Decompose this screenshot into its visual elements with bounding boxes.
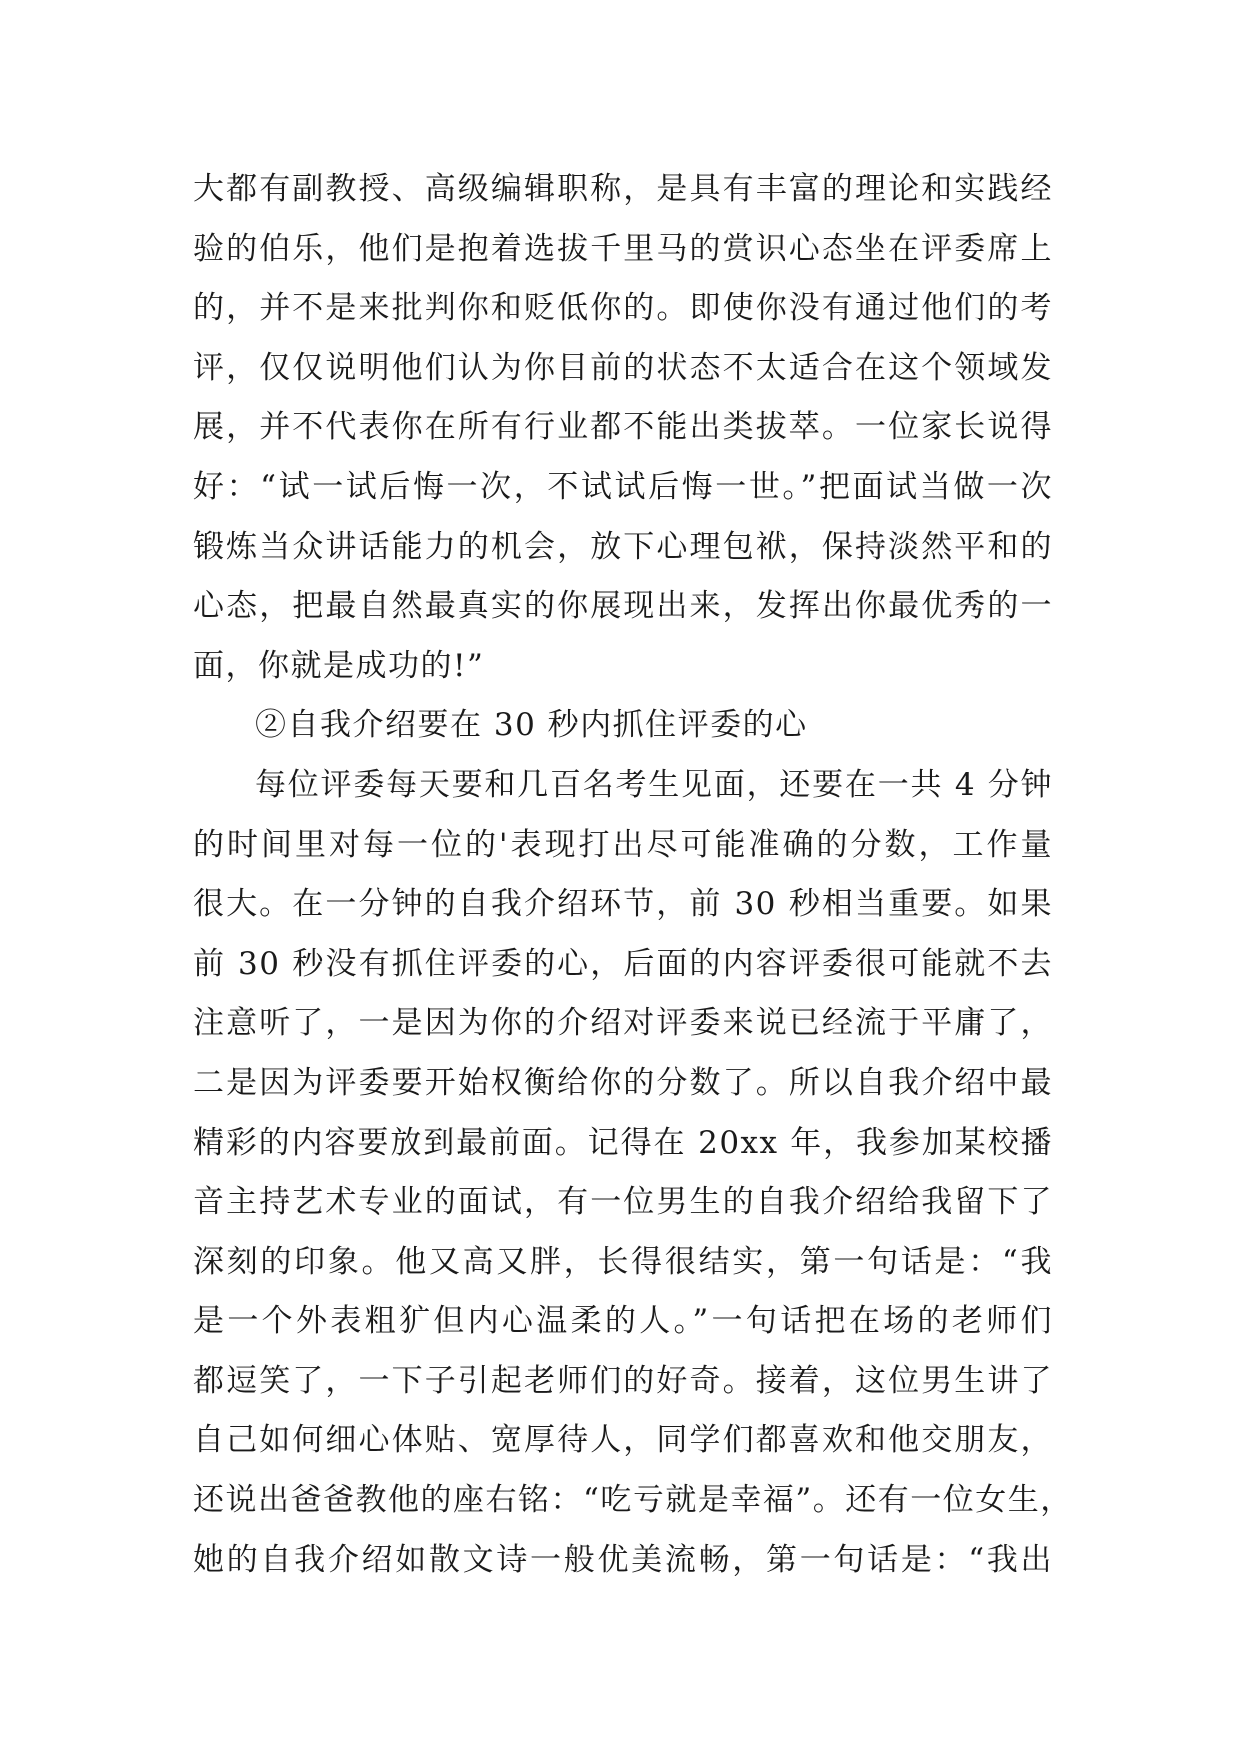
text-line: 都逗笑了，一下子引起老师们的好奇。接着，这位男生讲了 [193,1362,1053,1399]
text-line: 心态，把最自然最真实的你展现出来，发挥出你最优秀的一 [193,588,1053,625]
text-line: 注意听了，一是因为你的介绍对评委来说已经流于平庸了， [193,1005,1053,1042]
text-line: 精彩的内容要放到最前面。记得在 20xx 年，我参加某校播 [193,1124,1053,1161]
text-line: 她的自我介绍如散文诗一般优美流畅，第一句话是：“我出 [193,1541,1053,1578]
text-line: 锻炼当众讲话能力的机会，放下心理包袱，保持淡然平和的 [193,528,1053,565]
text-line: 展，并不代表你在所有行业都不能出类拔萃。一位家长说得 [193,409,1053,446]
text-line: 音主持艺术专业的面试，有一位男生的自我介绍给我留下了 [193,1184,1053,1221]
text-line: 面，你就是成功的!” [193,647,485,684]
text-line: 是一个外表粗犷但内心温柔的人。”一句话把在场的老师们 [193,1303,1053,1340]
text-line: 的时间里对每一位的'表现打出尽可能准确的分数，工作量 [193,826,1053,863]
text-line: 还说出爸爸教他的座右铭：“吃亏就是幸福”。还有一位女生， [193,1482,1073,1519]
section-heading: ②自我介绍要在 30 秒内抓住评委的心 [255,707,808,744]
text-line: 好：“试一试后悔一次，不试试后悔一世。”把面试当做一次 [193,468,1053,505]
text-line: 很大。在一分钟的自我介绍环节，前 30 秒相当重要。如果 [193,886,1053,923]
body-text [193,160,1073,1590]
text-line: 深刻的印象。他又高又胖，长得很结实，第一句话是：“我 [193,1243,1053,1280]
text-line: 验的伯乐，他们是抱着选拔千里马的赏识心态坐在评委席上 [193,230,1053,267]
text-line: 评，仅仅说明他们认为你目前的状态不太适合在这个领域发 [193,349,1053,386]
text-line: 前 30 秒没有抓住评委的心，后面的内容评委很可能就不去 [193,945,1053,982]
text-line: 大都有副教授、高级编辑职称，是具有丰富的理论和实践经 [193,171,1053,207]
text-line: 自己如何细心体贴、宽厚待人，同学们都喜欢和他交朋友， [193,1422,1053,1459]
text-line: 二是因为评委要开始权衡给你的分数了。所以自我介绍中最 [193,1064,1053,1101]
paragraph-first-line: 每位评委每天要和几百名考生见面，还要在一共 4 分钟 [255,766,1053,803]
text-line: 的，并不是来批判你和贬低你的。即使你没有通过他们的考 [193,290,1053,327]
